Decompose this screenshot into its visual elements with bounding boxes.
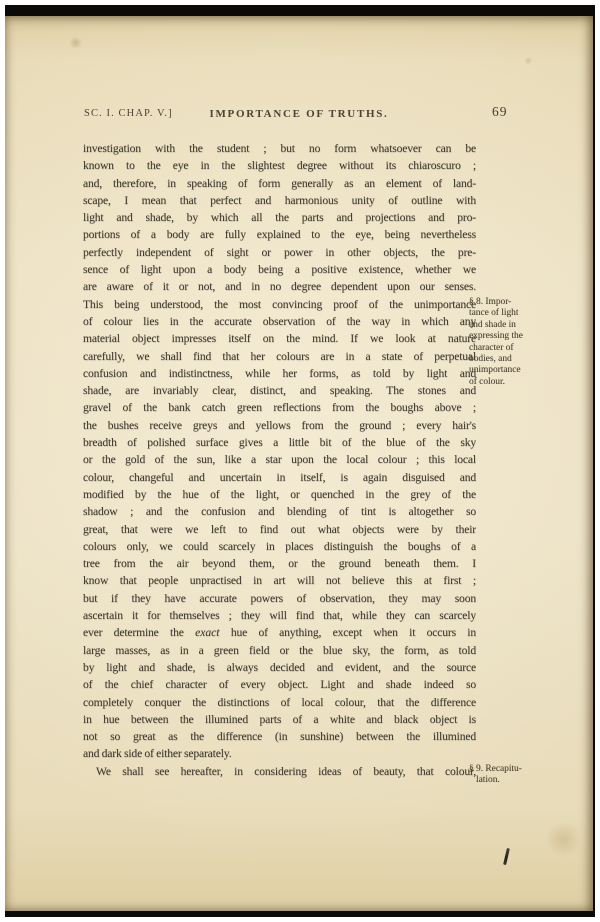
margin-note-line: expressing the (469, 331, 523, 342)
margin-note-line: and shade in (469, 319, 516, 330)
text-line: know that people unpractised in art will not believe this at first ; (83, 574, 476, 588)
text-line: portions of a body are fully explained to the eye, being nevertheless (83, 228, 476, 242)
text-line: colours only, we could scarcely in places distinguish the boughs of a (83, 539, 476, 553)
text-line: colour, changeful and uncertain in itself, is again disguised and (83, 470, 476, 484)
margin-note-section-8 (469, 297, 557, 388)
running-head-title: IMPORTANCE OF TRUTHS. (209, 108, 389, 120)
text-line: ascertain it for themselves ; they will find that, while they can scarcely (83, 609, 476, 623)
book-page (5, 16, 593, 911)
text-line: This being understood, the most convincing proof of the unimportance (83, 297, 476, 311)
text-line: large masses, as in a green field or the blue sky, the form, as told (83, 643, 476, 657)
text-line: tree from the air beyond them, or the ground beneath them. I (83, 557, 476, 571)
text-line: completely conquer the distinctions of local colour, that the difference (83, 695, 476, 709)
margin-note-line: § 8. Impor- (469, 297, 512, 307)
pen-mark (503, 848, 510, 865)
body-text (83, 140, 476, 780)
margin-note-line: character of (469, 342, 514, 353)
text-line: perfectly independent of sight or power in other objects, the pre- (83, 245, 476, 259)
text-line: by light and shade, is always decided and evident, and the source (83, 660, 476, 674)
text-line: investigation with the student ; but no form whatsoever can be (83, 142, 476, 155)
text-line: or the gold of the sun, like a star upon the local colour ; this local (83, 453, 476, 467)
text-line: known to the eye in the slightest degree without its chiaroscuro ; (83, 159, 476, 173)
text-line: and, therefore, in speaking of form generally as an element of land- (83, 176, 476, 190)
text-line: gravel of the bank catch green reflections from the boughs above ; (83, 401, 476, 415)
text-line: breadth of polished surface gives a little bit of the blue of the sky (83, 436, 476, 450)
margin-note-line: unimportance (469, 365, 521, 376)
text-line: shadow ; and the confusion and blending of tint is altogether so (83, 505, 476, 519)
text-line: light and shade, by which all the parts and projections and pro- (83, 211, 476, 225)
page-number: 69 (492, 104, 508, 119)
text-line: of the chief character of every object. Light and shade indeed so (83, 678, 476, 692)
text-line: but if they have accurate powers of observation, they may soon (83, 591, 476, 605)
running-head-section: SC. I. CHAP. V.] (84, 108, 173, 119)
text-line: the bushes receive greys and yellows from the ground ; every hair's (83, 418, 476, 432)
text-line: carefully, we shall find that her colours are in a state of perpetual (83, 349, 476, 363)
margin-note-line: tance of light (469, 308, 519, 319)
margin-note-line: bodies, and (469, 354, 512, 365)
text-line: ever determine the exact hue of anything, except when it occurs in (83, 626, 476, 640)
text-line: of colour lies in the accurate observation of the way in which any (83, 314, 476, 328)
text-line: shade, are invariably clear, distinct, and speaking. The stones and (83, 384, 476, 398)
text-line: are aware of it or not, and in no degree dependent upon our senses. (83, 280, 476, 294)
text-line: not so great as the difference (in sunshine) between the illumined (83, 730, 476, 744)
text-line: modified by the hue of the light, or quenched in the grey of the (83, 487, 476, 501)
text-line: material object impresses itself on the mind. If we look at nature (83, 332, 476, 346)
text-line: sence of light upon a body being a positive existence, whether we (83, 263, 476, 277)
text-line: confusion and indistinctness, while her forms, as told by light and (83, 366, 476, 380)
scan-background (5, 5, 595, 917)
margin-note-line: § 9. Recapitu- (469, 764, 522, 774)
margin-note-section-9 (469, 764, 557, 787)
text-line: scape, I mean that perfect and harmonious unity of outline with (83, 193, 476, 207)
text-line: great, that were we left to find out what objects were by their (83, 522, 476, 536)
text-line: We shall see hereafter, in considering ideas of beauty, that colour, (96, 764, 476, 778)
margin-note-line: lation. (469, 775, 500, 786)
text-line: in hue between the illumined parts of a white and black object is (83, 712, 476, 726)
margin-note-line: of colour. (469, 376, 505, 387)
text-line: and dark side of either separately. (83, 747, 232, 761)
